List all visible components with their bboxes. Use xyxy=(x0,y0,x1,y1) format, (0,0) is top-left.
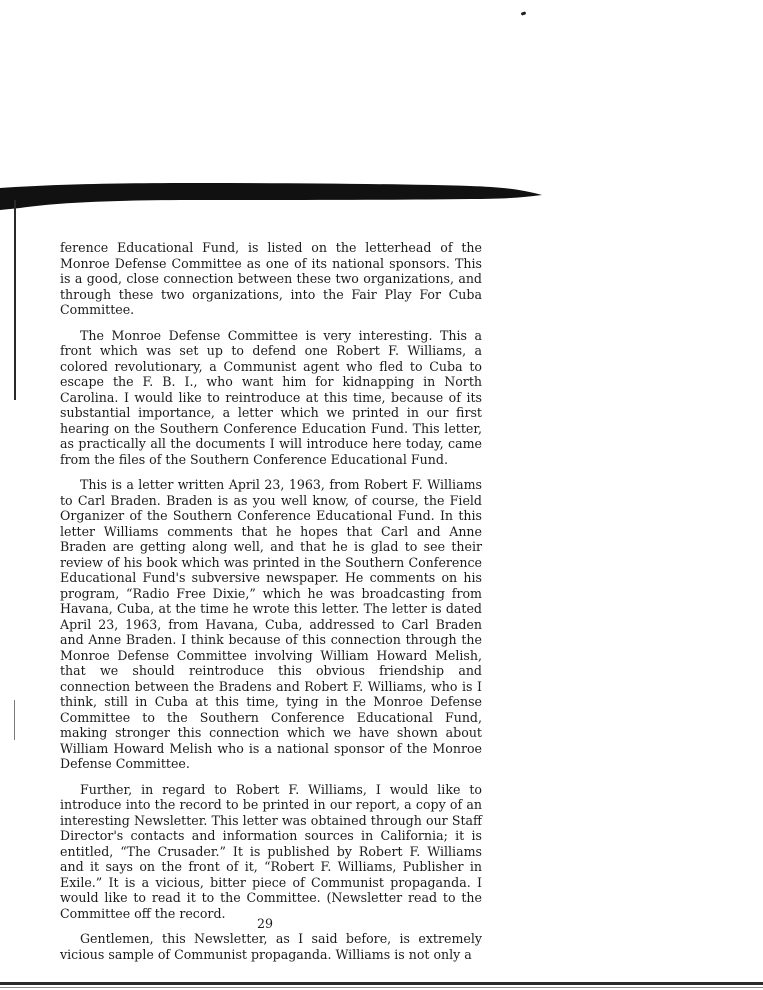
paragraph-5: Gentlemen, this Newsletter, as I said before, is extremely vicious sample of Communist propaganda. Williams is not only a xyxy=(60,931,482,962)
left-margin-mark xyxy=(14,700,15,740)
ink-speck xyxy=(521,11,527,16)
bottom-scan-edge-thin xyxy=(0,987,763,988)
paragraph-3: This is a letter written April 23, 1963, from Robert F. Williams to Carl Braden. Braden is as you well know, of course, the Field Organizer of the Southern Conference Educational Fund. In this letter Williams comments that he hopes that Carl and Anne Braden are getting along well, and that he is glad to see their review of his book which was printed in the Southern Conference Educational Fund's subversive newspaper. He comments on his program, “Radio Free Dixie,” which he was broadcasting from Havana, Cuba, at the time he wrote this letter. The letter is dated April 23, 1963, from Havana, Cuba, addressed to Carl Braden and Anne Braden. I think because of this connection through the Monroe Defense Committee involving William Howard Melish, that we should reintroduce this obvious friendship and connection between the Bradens and Robert F. Williams, who is I think, still in Cuba at this time, tying in the Monroe Defense Committee to the Southern Conference Educational Fund, making stronger this connection which we have shown about William Howard Melish who is a national sponsor of the Monroe Defense Committee. xyxy=(60,477,482,771)
paragraph-2: The Monroe Defense Committee is very interesting. This a front which was set up to defend one Robert F. Williams, a colored revolutionary, a Communist agent who fled to Cuba to escape the F. B. I., who want him for kidnapping in North Carolina. I would like to reintroduce at this time, because of its substantial importance, a letter which we printed in our first hearing on the Southern Conference Education Fund. This letter, as practically all the documents I will introduce here today, came from the files of the Southern Conference Educational Fund. xyxy=(60,327,482,467)
paragraph-4: Further, in regard to Robert F. Williams, I would like to introduce into the record to be printed in our report, a copy of an interesting Newsletter. This letter was obtained through our Staff Director's contacts and information sources in California; it is entitled, “The Crusader.” It is published by Robert F. Williams and it says on the front of it, “Robert F. Williams, Publisher in Exile.” It is a vicious, bitter piece of Communist propaganda. I would like to read it to the Committee. (Newsletter read to the Committee off the record. xyxy=(60,781,482,921)
page-number: 29 xyxy=(256,916,274,931)
bottom-scan-edge xyxy=(0,982,763,985)
left-margin-rule xyxy=(14,200,16,400)
paragraph-1: ference Educational Fund, is listed on the letterhead of the Monroe Defense Committee as one of its national sponsors. This is a good, close connection between these two organizations, and through these two organizations, into the Fair Play For Cuba Committee. xyxy=(60,240,482,317)
scan-edge-band xyxy=(0,182,542,210)
body-text xyxy=(60,240,482,972)
